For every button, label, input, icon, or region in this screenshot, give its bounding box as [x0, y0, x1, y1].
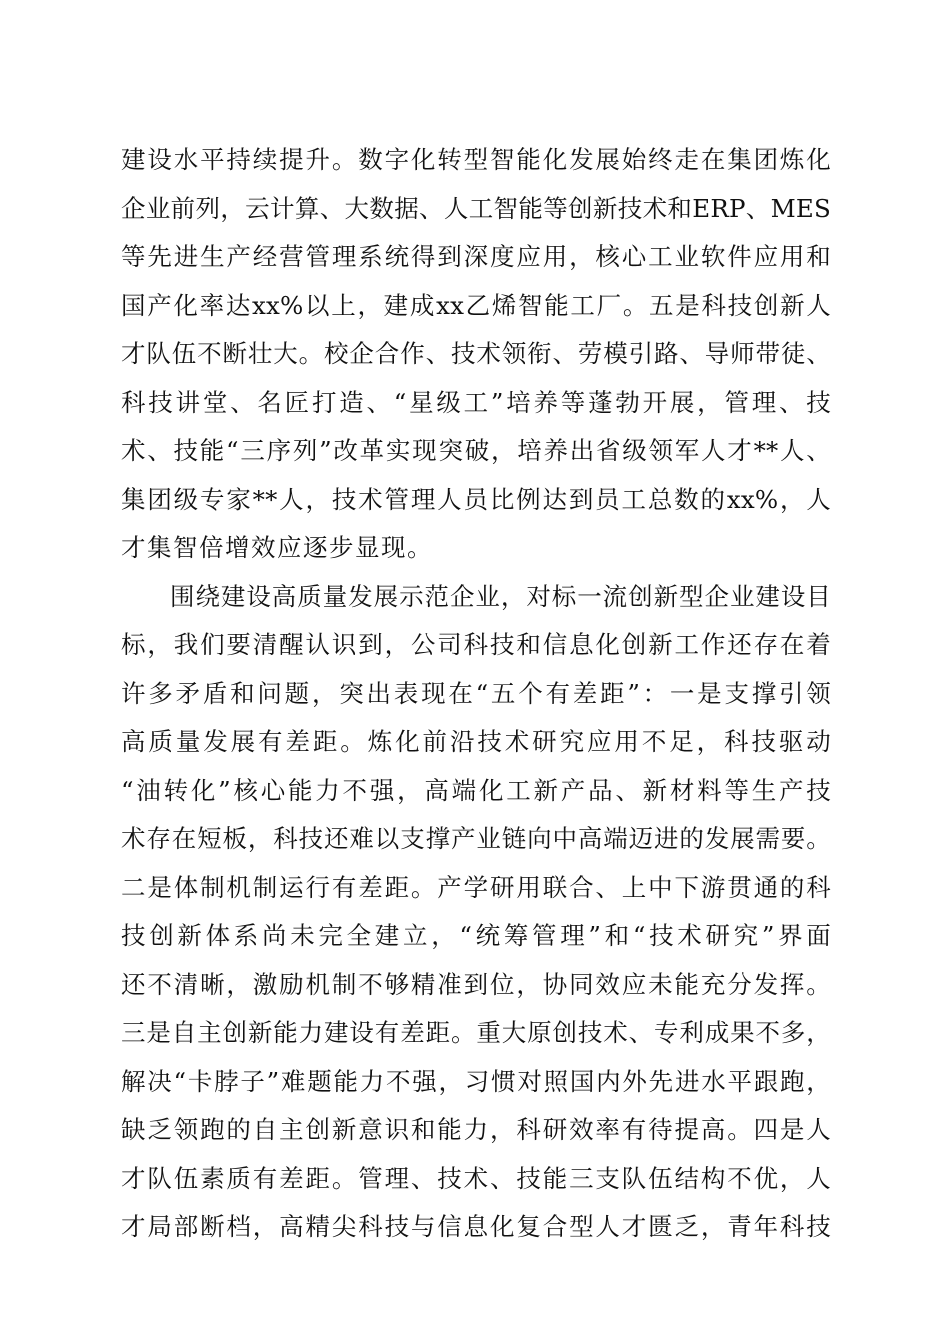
- text-line: 还不清晰，激励机制不够精准到位，协同效应未能充分发挥。: [121, 970, 831, 999]
- text-line: 术、技能“三序列”改革实现突破，培养出省级领军人才**人、: [121, 436, 831, 465]
- paragraph-end-line: 才集智倍增效应逐步显现。: [121, 533, 433, 562]
- text-line: 建设水平持续提升。数字化转型智能化发展始终走在集团炼化: [121, 145, 831, 174]
- text-line: 术存在短板，科技还难以支撑产业链向中高端迈进的发展需要。: [121, 824, 831, 853]
- text-line: 缺乏领跑的自主创新意识和能力，科研效率有待提高。四是人: [121, 1115, 831, 1144]
- text-line: “油转化”核心能力不强，高端化工新产品、新材料等生产技: [121, 776, 831, 805]
- text-line: 等先进生产经营管理系统得到深度应用，核心工业软件应用和: [121, 242, 831, 271]
- text-line: 三是自主创新能力建设有差距。重大原创技术、专利成果不多，: [121, 1018, 831, 1047]
- text-line: 许多矛盾和问题，突出表现在“五个有差距”：一是支撑引领: [121, 679, 831, 708]
- text-line: 高质量发展有差距。炼化前沿技术研究应用不足，科技驱动: [121, 727, 831, 756]
- text-line: 集团级专家**人，技术管理人员比例达到员工总数的xx%，人: [121, 485, 831, 514]
- text-line: 标，我们要清醒认识到，公司科技和信息化创新工作还存在着: [121, 630, 831, 659]
- text-line: 科技讲堂、名匠打造、“星级工”培养等蓬勃开展，管理、技: [121, 388, 831, 417]
- text-line: 解决“卡脖子”难题能力不强，习惯对照国内外先进水平跟跑，: [121, 1067, 831, 1096]
- text-line: 才队伍素质有差距。管理、技术、技能三支队伍结构不优，人: [121, 1164, 831, 1193]
- text-line: 技创新体系尚未完全建立，“统筹管理”和“技术研究”界面: [121, 921, 831, 950]
- text-line: 国产化率达xx%以上，建成xx乙烯智能工厂。五是科技创新人: [121, 291, 831, 320]
- text-line: 才队伍不断壮大。校企合作、技术领衔、劳模引路、导师带徒、: [121, 339, 831, 368]
- paragraph-first-line: 围绕建设高质量发展示范企业，对标一流创新型企业建设目: [170, 582, 831, 611]
- text-line: 企业前列，云计算、大数据、人工智能等创新技术和ERP、MES: [121, 194, 831, 223]
- text-line: 二是体制机制运行有差距。产学研用联合、上中下游贯通的科: [121, 873, 831, 902]
- text-line: 才局部断档，高精尖科技与信息化复合型人才匮乏，青年科技: [121, 1212, 831, 1241]
